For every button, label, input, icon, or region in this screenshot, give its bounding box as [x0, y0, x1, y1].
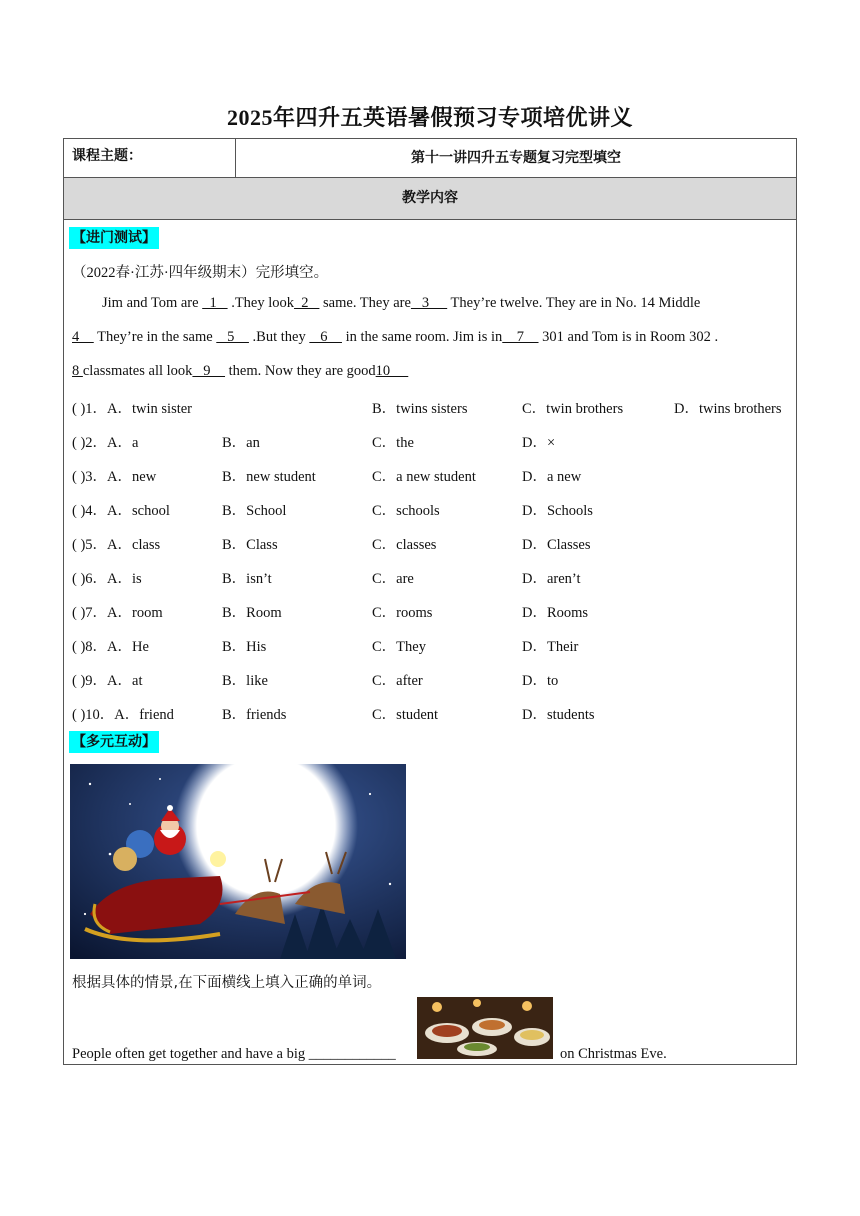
blank-2: 2: [294, 295, 320, 311]
topic-row: [64, 139, 796, 178]
blank-7: 7: [502, 329, 539, 345]
question-1: ( )1．A．twin sister B．twins sisters C．twin brothers D．twins brothers: [72, 401, 782, 417]
fill-sentence-end: on Christmas Eve.: [560, 1046, 667, 1062]
christmas-dinner-image: [417, 997, 553, 1059]
blank-1: 1: [202, 295, 228, 311]
blank-3: 3: [410, 295, 448, 311]
entry-test-tag: 【进门测试】: [69, 227, 159, 249]
question-7: ( )7．A．room B．Room C．rooms D．Rooms: [72, 605, 589, 621]
instruction-text: 根据具体的情景,在下面横线上填入正确的单词。: [72, 975, 382, 991]
interaction-tag: 【多元互动】: [69, 731, 159, 753]
blank-6: 6: [309, 329, 342, 345]
passage-line-2: 4 They’re in the same 5 .But they 6 in the same room. Jim is in 7 301 and Tom is in Room 302 .: [72, 329, 719, 345]
question-8: ( )8．A．He B．His C．They D．Their: [72, 639, 579, 655]
question-2: ( )2．A．a B．an C．the D．×: [72, 435, 556, 451]
question-10: ( )10．A．friend B．friends C．student D．students: [72, 707, 595, 723]
question-5: ( )5．A．class B．Class C．classes D．Classes: [72, 537, 591, 553]
blank-4: 4: [72, 329, 94, 345]
passage-line-3: 8 classmates all look 9 them. Now they are good10: [72, 363, 409, 379]
topic-label: 课程主题：: [64, 139, 236, 177]
question-6: ( )6．A．is B．isn’t C．are D．aren’t: [72, 571, 581, 587]
passage-line-1: Jim and Tom are 1 .They look 2 same. They are 3 They’re twelve. They are in No. 14 Middle: [102, 295, 701, 311]
lesson-table: [63, 138, 797, 1065]
topic-value: 第十一讲四升五专题复习完型填空: [411, 150, 621, 166]
question-9: ( )9．A．at B．like C．after D．to: [72, 673, 559, 689]
blank-5: 5: [216, 329, 249, 345]
fill-sentence-start: People often get together and have a big ____________: [72, 1046, 396, 1062]
question-4: ( )4．A．school B．School C．schools D．Schools: [72, 503, 593, 519]
content-header: 教学内容: [64, 178, 796, 220]
blank-9: 9: [192, 363, 226, 379]
page-title: 2025年四升五英语暑假预习专项培优讲义: [226, 105, 633, 130]
blank-10: 10: [375, 363, 409, 379]
blank-8: 8: [72, 363, 83, 379]
question-3: ( )3．A．new B．new student C．a new student D．a new: [72, 469, 582, 485]
santa-sleigh-illustration: [70, 764, 406, 959]
santa-sleigh-image: [70, 764, 406, 959]
exercise-source: （2022春·江苏·四年级期末）完形填空。: [72, 265, 329, 281]
christmas-dinner-illustration: [417, 997, 553, 1059]
